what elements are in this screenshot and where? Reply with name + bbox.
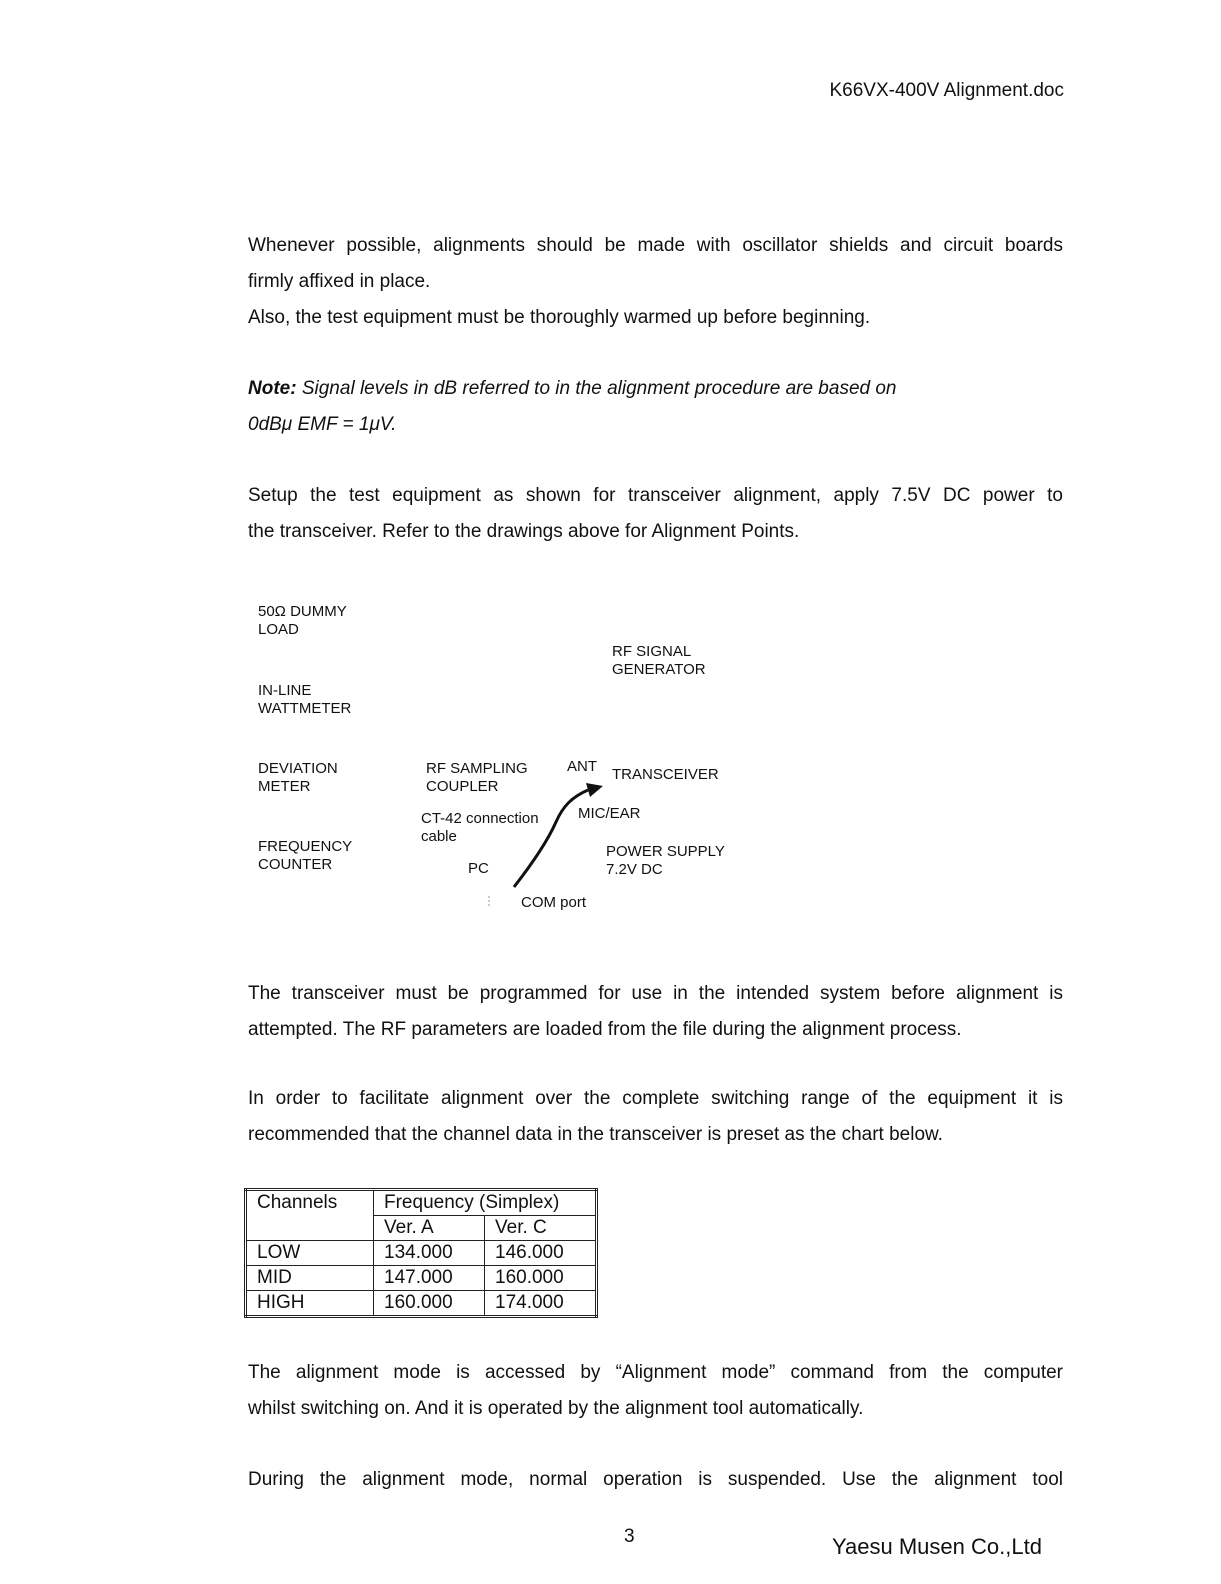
during-paragraph <box>248 1462 1063 1498</box>
rf-signal-generator-label: RF SIGNAL GENERATOR <box>612 643 706 678</box>
page-number: 3 <box>624 1526 635 1547</box>
table-row <box>246 1266 597 1291</box>
ct42-cable-label: CT-42 connection cable <box>421 810 539 845</box>
ver-a-cell: 147.000 <box>374 1266 485 1291</box>
channel-cell: MID <box>246 1266 374 1291</box>
alignment-mode-line-1: The alignment mode is accessed by “Alignment mode” command from the computer <box>248 1362 1063 1383</box>
channel-frequency-table <box>244 1188 598 1318</box>
header-channels: Channels <box>246 1190 374 1241</box>
note-line-1: Signal levels in dB referred to in the alignment procedure are based on <box>301 378 897 399</box>
note-line-2: 0dBμ EMF = 1μV. <box>248 414 397 435</box>
programming-paragraph <box>248 976 1063 1048</box>
setup-paragraph <box>248 478 1063 550</box>
ant-label: ANT <box>567 758 597 775</box>
programming-line-1: The transceiver must be programmed for use in the intended system before alignment is <box>248 983 1063 1004</box>
alignment-mode-line-2: whilst switching on. And it is operated by the alignment tool automatically. <box>248 1398 864 1419</box>
intro-line-2: firmly affixed in place. <box>248 271 431 292</box>
channel-cell: HIGH <box>246 1291 374 1317</box>
com-port-label: COM port <box>521 894 587 911</box>
note-label: Note: <box>248 378 297 399</box>
preset-line-1: In order to facilitate alignment over the complete switching range of the equipment it is <box>248 1088 1063 1109</box>
mic-ear-label: MIC/EAR <box>578 805 641 822</box>
transceiver-label: TRANSCEIVER <box>612 766 719 783</box>
dummy-load-label: 50Ω DUMMY LOAD <box>258 603 347 638</box>
header-ver-a: Ver. A <box>374 1216 485 1241</box>
ver-c-cell: 174.000 <box>485 1291 597 1317</box>
power-supply-label: POWER SUPPLY 7.2V DC <box>606 843 725 878</box>
table-row <box>246 1291 597 1317</box>
frequency-counter-label: FREQUENCY COUNTER <box>258 838 353 873</box>
programming-line-2: attempted. The RF parameters are loaded from the file during the alignment process. <box>248 1019 962 1040</box>
ver-c-cell: 160.000 <box>485 1266 597 1291</box>
rf-sampling-coupler-label: RF SAMPLING COUPLER <box>426 760 528 795</box>
ver-a-cell: 134.000 <box>374 1241 485 1266</box>
header-frequency: Frequency (Simplex) <box>374 1190 597 1216</box>
preset-paragraph <box>248 1081 1063 1153</box>
document-filename: K66VX-400V Alignment.doc <box>829 80 1064 101</box>
company-name: Yaesu Musen Co.,Ltd <box>832 1534 1042 1559</box>
header-ver-c: Ver. C <box>485 1216 597 1241</box>
intro-line-3: Also, the test equipment must be thoroughly warmed up before beginning. <box>248 307 871 328</box>
preset-line-2: recommended that the channel data in the transceiver is preset as the chart below. <box>248 1124 943 1145</box>
ver-a-cell: 160.000 <box>374 1291 485 1317</box>
pc-label: PC <box>468 860 489 877</box>
intro-line-1: Whenever possible, alignments should be made with oscillator shields and circuit boards <box>248 235 1063 256</box>
setup-line-1: Setup the test equipment as shown for transceiver alignment, apply 7.5V DC power to <box>248 485 1063 506</box>
ver-c-cell: 146.000 <box>485 1241 597 1266</box>
table-header-row <box>246 1190 597 1216</box>
intro-paragraph <box>248 228 1063 336</box>
deviation-meter-label: DEVIATION METER <box>258 760 338 795</box>
wattmeter-label: IN-LINE WATTMETER <box>258 682 352 717</box>
setup-line-2: the transceiver. Refer to the drawings above for Alignment Points. <box>248 521 800 542</box>
note-paragraph <box>248 371 1063 443</box>
table-row <box>246 1241 597 1266</box>
during-line-1: During the alignment mode, normal operation is suspended. Use the alignment tool <box>248 1469 1063 1490</box>
channel-cell: LOW <box>246 1241 374 1266</box>
alignment-mode-paragraph <box>248 1355 1063 1427</box>
